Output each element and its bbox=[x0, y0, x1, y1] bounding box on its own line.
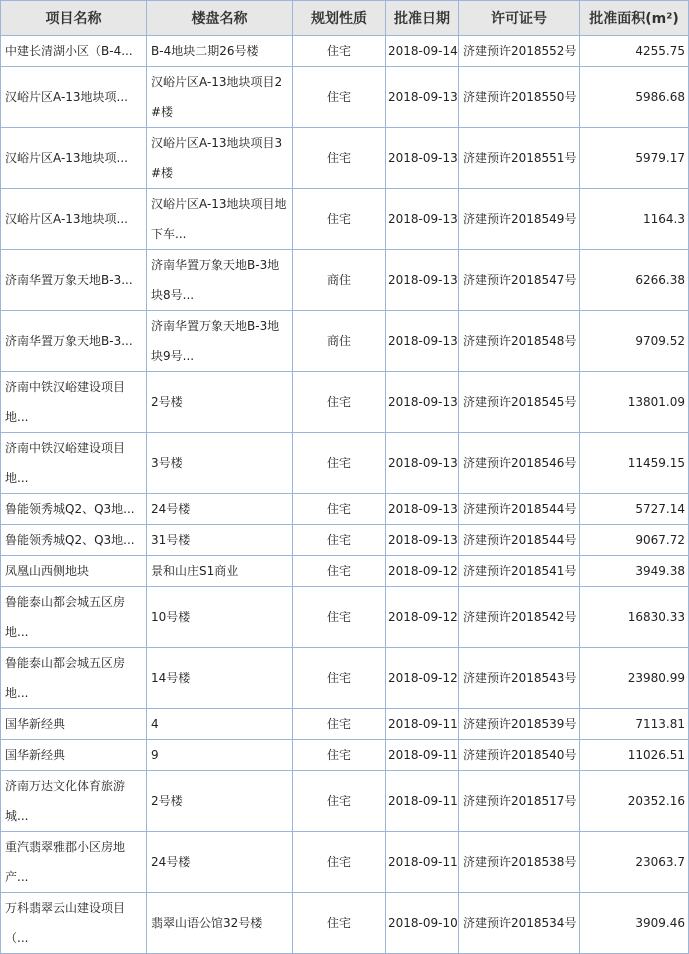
cell-approved-area: 1164.3 bbox=[580, 189, 689, 250]
cell-approved-area: 11026.51 bbox=[580, 740, 689, 771]
cell-planning-type: 住宅 bbox=[293, 556, 386, 587]
cell-permit-number: 济建预许2018538号 bbox=[459, 832, 580, 893]
cell-planning-type: 住宅 bbox=[293, 36, 386, 67]
cell-approval-date: 2018-09-12 bbox=[386, 556, 459, 587]
table-row bbox=[1, 709, 689, 740]
cell-approved-area: 23063.7 bbox=[580, 832, 689, 893]
cell-planning-type: 住宅 bbox=[293, 832, 386, 893]
cell-building-name: 14号楼 bbox=[147, 648, 293, 709]
cell-project-name: 中建长清湖小区（B-4... bbox=[1, 36, 147, 67]
cell-building-name: 汉峪片区A-13地块项目地下车... bbox=[147, 189, 293, 250]
cell-approved-area: 16830.33 bbox=[580, 587, 689, 648]
cell-approval-date: 2018-09-13 bbox=[386, 311, 459, 372]
table-row bbox=[1, 128, 689, 189]
cell-approval-date: 2018-09-13 bbox=[386, 372, 459, 433]
cell-planning-type: 住宅 bbox=[293, 648, 386, 709]
cell-building-name: 景和山庄S1商业 bbox=[147, 556, 293, 587]
cell-permit-number: 济建预许2018550号 bbox=[459, 67, 580, 128]
table-row bbox=[1, 67, 689, 128]
cell-planning-type: 住宅 bbox=[293, 709, 386, 740]
cell-approval-date: 2018-09-11 bbox=[386, 709, 459, 740]
cell-permit-number: 济建预许2018540号 bbox=[459, 740, 580, 771]
header-building-name: 楼盘名称 bbox=[147, 1, 293, 36]
cell-permit-number: 济建预许2018544号 bbox=[459, 494, 580, 525]
cell-planning-type: 住宅 bbox=[293, 189, 386, 250]
cell-planning-type: 住宅 bbox=[293, 433, 386, 494]
cell-project-name: 济南中铁汉峪建设项目地... bbox=[1, 372, 147, 433]
cell-project-name: 鲁能泰山都会城五区房地... bbox=[1, 587, 147, 648]
cell-approval-date: 2018-09-13 bbox=[386, 189, 459, 250]
cell-project-name: 凤凰山西侧地块 bbox=[1, 556, 147, 587]
cell-permit-number: 济建预许2018517号 bbox=[459, 771, 580, 832]
cell-planning-type: 住宅 bbox=[293, 771, 386, 832]
table-row bbox=[1, 36, 689, 67]
cell-project-name: 济南华置万象天地B-3... bbox=[1, 311, 147, 372]
cell-permit-number: 济建预许2018541号 bbox=[459, 556, 580, 587]
cell-approval-date: 2018-09-13 bbox=[386, 433, 459, 494]
cell-approval-date: 2018-09-11 bbox=[386, 740, 459, 771]
cell-project-name: 汉峪片区A-13地块项... bbox=[1, 67, 147, 128]
header-row bbox=[1, 1, 689, 36]
cell-approval-date: 2018-09-10 bbox=[386, 893, 459, 954]
cell-project-name: 重汽翡翠雅郡小区房地产... bbox=[1, 832, 147, 893]
cell-approved-area: 13801.09 bbox=[580, 372, 689, 433]
cell-approval-date: 2018-09-13 bbox=[386, 67, 459, 128]
cell-approval-date: 2018-09-13 bbox=[386, 128, 459, 189]
cell-building-name: 10号楼 bbox=[147, 587, 293, 648]
cell-approval-date: 2018-09-13 bbox=[386, 525, 459, 556]
cell-planning-type: 住宅 bbox=[293, 128, 386, 189]
cell-planning-type: 住宅 bbox=[293, 587, 386, 648]
cell-permit-number: 济建预许2018544号 bbox=[459, 525, 580, 556]
cell-approved-area: 3949.38 bbox=[580, 556, 689, 587]
table-row bbox=[1, 556, 689, 587]
cell-permit-number: 济建预许2018542号 bbox=[459, 587, 580, 648]
cell-project-name: 济南万达文化体育旅游城... bbox=[1, 771, 147, 832]
cell-project-name: 鲁能领秀城Q2、Q3地... bbox=[1, 494, 147, 525]
cell-project-name: 济南中铁汉峪建设项目地... bbox=[1, 433, 147, 494]
cell-approved-area: 23980.99 bbox=[580, 648, 689, 709]
cell-permit-number: 济建预许2018545号 bbox=[459, 372, 580, 433]
cell-permit-number: 济建预许2018551号 bbox=[459, 128, 580, 189]
cell-approved-area: 5727.14 bbox=[580, 494, 689, 525]
cell-permit-number: 济建预许2018549号 bbox=[459, 189, 580, 250]
table-row bbox=[1, 648, 689, 709]
header-permit-number: 许可证号 bbox=[459, 1, 580, 36]
table-row bbox=[1, 740, 689, 771]
cell-planning-type: 住宅 bbox=[293, 893, 386, 954]
table-row bbox=[1, 433, 689, 494]
cell-approved-area: 4255.75 bbox=[580, 36, 689, 67]
cell-approval-date: 2018-09-11 bbox=[386, 771, 459, 832]
cell-permit-number: 济建预许2018539号 bbox=[459, 709, 580, 740]
cell-building-name: 31号楼 bbox=[147, 525, 293, 556]
table-row bbox=[1, 771, 689, 832]
cell-approved-area: 5986.68 bbox=[580, 67, 689, 128]
table-row bbox=[1, 250, 689, 311]
table-row bbox=[1, 525, 689, 556]
cell-building-name: 24号楼 bbox=[147, 832, 293, 893]
table-row bbox=[1, 832, 689, 893]
cell-building-name: 3号楼 bbox=[147, 433, 293, 494]
table-row bbox=[1, 494, 689, 525]
header-approval-date: 批准日期 bbox=[386, 1, 459, 36]
cell-project-name: 国华新经典 bbox=[1, 709, 147, 740]
cell-building-name: 4 bbox=[147, 709, 293, 740]
cell-approved-area: 5979.17 bbox=[580, 128, 689, 189]
cell-project-name: 万科翡翠云山建设项目（... bbox=[1, 893, 147, 954]
cell-planning-type: 住宅 bbox=[293, 525, 386, 556]
table-header bbox=[1, 1, 689, 36]
table-row bbox=[1, 587, 689, 648]
cell-approval-date: 2018-09-13 bbox=[386, 250, 459, 311]
cell-building-name: 翡翠山语公馆32号楼 bbox=[147, 893, 293, 954]
cell-project-name: 汉峪片区A-13地块项... bbox=[1, 189, 147, 250]
cell-approval-date: 2018-09-14 bbox=[386, 36, 459, 67]
cell-approval-date: 2018-09-13 bbox=[386, 494, 459, 525]
cell-approved-area: 7113.81 bbox=[580, 709, 689, 740]
cell-approved-area: 9709.52 bbox=[580, 311, 689, 372]
table-row bbox=[1, 311, 689, 372]
cell-project-name: 汉峪片区A-13地块项... bbox=[1, 128, 147, 189]
cell-approval-date: 2018-09-12 bbox=[386, 587, 459, 648]
cell-project-name: 国华新经典 bbox=[1, 740, 147, 771]
cell-approval-date: 2018-09-12 bbox=[386, 648, 459, 709]
cell-building-name: 2号楼 bbox=[147, 372, 293, 433]
cell-building-name: 汉峪片区A-13地块项目2#楼 bbox=[147, 67, 293, 128]
cell-planning-type: 住宅 bbox=[293, 494, 386, 525]
cell-building-name: 24号楼 bbox=[147, 494, 293, 525]
table-row bbox=[1, 372, 689, 433]
cell-project-name: 济南华置万象天地B-3... bbox=[1, 250, 147, 311]
cell-building-name: B-4地块二期26号楼 bbox=[147, 36, 293, 67]
cell-approved-area: 20352.16 bbox=[580, 771, 689, 832]
cell-building-name: 2号楼 bbox=[147, 771, 293, 832]
cell-planning-type: 住宅 bbox=[293, 372, 386, 433]
cell-approved-area: 11459.15 bbox=[580, 433, 689, 494]
cell-permit-number: 济建预许2018548号 bbox=[459, 311, 580, 372]
cell-building-name: 9 bbox=[147, 740, 293, 771]
cell-permit-number: 济建预许2018543号 bbox=[459, 648, 580, 709]
header-project-name: 项目名称 bbox=[1, 1, 147, 36]
cell-permit-number: 济建预许2018546号 bbox=[459, 433, 580, 494]
cell-planning-type: 商住 bbox=[293, 250, 386, 311]
cell-approved-area: 3909.46 bbox=[580, 893, 689, 954]
cell-permit-number: 济建预许2018552号 bbox=[459, 36, 580, 67]
cell-project-name: 鲁能领秀城Q2、Q3地... bbox=[1, 525, 147, 556]
cell-building-name: 济南华置万象天地B-3地块9号... bbox=[147, 311, 293, 372]
cell-planning-type: 商住 bbox=[293, 311, 386, 372]
table-body bbox=[1, 36, 689, 954]
cell-planning-type: 住宅 bbox=[293, 740, 386, 771]
header-planning-type: 规划性质 bbox=[293, 1, 386, 36]
cell-project-name: 鲁能泰山都会城五区房地... bbox=[1, 648, 147, 709]
cell-building-name: 济南华置万象天地B-3地块8号... bbox=[147, 250, 293, 311]
cell-approved-area: 6266.38 bbox=[580, 250, 689, 311]
table-row bbox=[1, 893, 689, 954]
table-row bbox=[1, 189, 689, 250]
cell-approved-area: 9067.72 bbox=[580, 525, 689, 556]
cell-building-name: 汉峪片区A-13地块项目3#楼 bbox=[147, 128, 293, 189]
header-approved-area: 批准面积(m²) bbox=[580, 1, 689, 36]
cell-permit-number: 济建预许2018534号 bbox=[459, 893, 580, 954]
cell-planning-type: 住宅 bbox=[293, 67, 386, 128]
cell-approval-date: 2018-09-11 bbox=[386, 832, 459, 893]
cell-permit-number: 济建预许2018547号 bbox=[459, 250, 580, 311]
